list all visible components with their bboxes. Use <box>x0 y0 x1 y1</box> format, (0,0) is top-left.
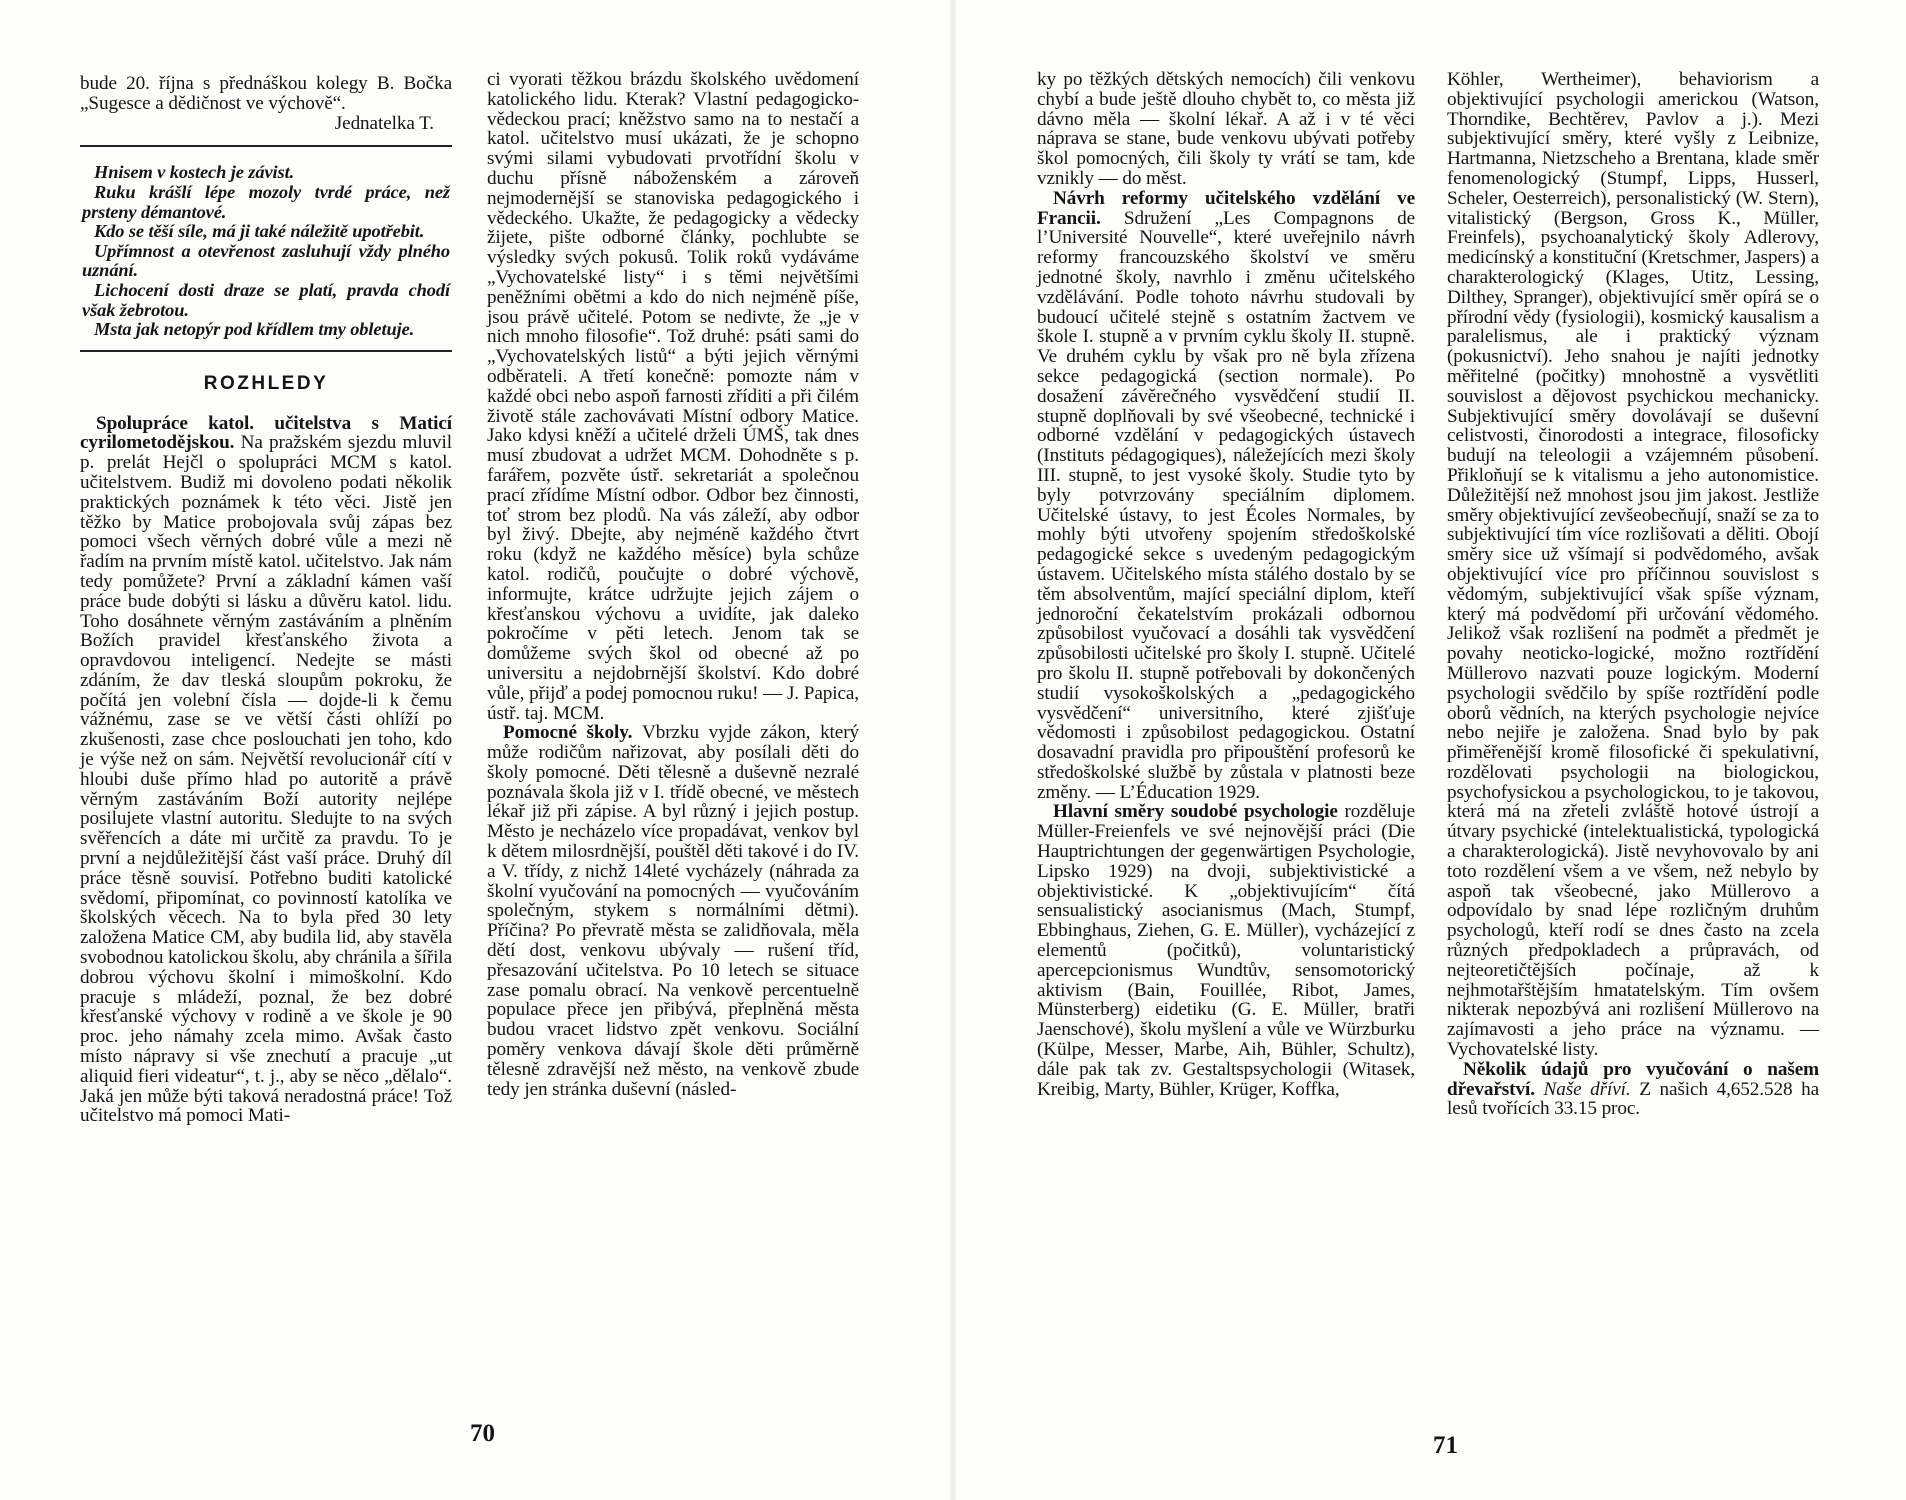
quote: Kdo se těší síle, má ji také náležitě upotřebit. <box>94 221 425 242</box>
divider-rule <box>80 350 452 352</box>
article-body: Z našich 4,652.528 ha lesů tvořících 33.15 proc. <box>1447 1078 1820 1120</box>
article-paragraph: ci vyorati těžkou brázdu školského uvědomení katolického lidu. Kterak? Vlastní pedagogicko-vědeckou prací; kněžstvo samo na to nestačí a katol. učitelstvo musí ukázati, že je schopno svými silami vybudovati prvotřídní školu v duchu přísně náboženském a zároveň nejmodernější se stanoviska pedagogického i vědeckého. Ukažte, že pedagogicky a vědecky žijete, pište odborné články, pochlubte se výsledky svých pokusů. Tolik roků vydáváme „Vychovatelské listy“ i s těmi největšími peněžními obětmi a kdo do nich nejméně píše, jsou právě učitelé. Potom se nedivte, že „je v nich mnoho filosofie“. Tož druhé: psáti sami do „Vychovatelských listů“ a býti jejich věrnými odběrateli. A třetí konečně: pomozte nám v každé obci nebo aspoň farnosti zříditi a při čilém životě stále zachovávati Místní odbory Matice. Jako kdysi kněží a učitelé drželi ÚMŠ, tak dnes musí zbudovat a udržet MCM. Dohodněte s p. farářem, pozvěte ústř. sekretariát a společnou prací zřídíme Místní odbor. Odbor bez činnosti, toť strom bez plodů. Na vás záleží, aby odbor byl živý. Dbejte, aby nejméně každého čtvrt roku (když ne každého měsíce) byla schůze katol. rodičů, poučujte o dobré výchově, informujte, krátce udržujte jejich zájem o křesťanskou výchovu a uvidíte, jak daleko pokročíme v pěti letech. Jenom tak se domůžeme svých škol od obecné až po universitu a nejdobrnější školství. Kdo dobré vůle, přijď a podej pomocnou ruku! — J. Papica, ústř. taj. MCM. <box>487 69 859 724</box>
article-emphasis: Naše dříví. <box>1543 1078 1640 1100</box>
quotes-block <box>80 163 452 339</box>
section-heading: ROZHLEDY <box>203 372 329 394</box>
quote: Msta jak netopýr pod křídlem tmy obletuje. <box>94 319 415 340</box>
article-title: Hlavní směry soudobé psychologie <box>1053 801 1345 823</box>
article-paragraph: ky po těžkých dětských nemocích) čili venkovu chybí a bude ještě dlouho chybět to, co města již dávno měla — školní lékař. A až i v té věci náprava se stane, bude venkovu ubývati potřeby škol pomocných, čili školy ty vrátí se tam, kde vznikly — do měst. <box>1037 69 1415 189</box>
article-body: rozděluje Müller-Freienfels ve své nejnovější práci (Die Hauptrichtungen der gegenwärtigen Psychologie, Lipsko 1929) na dvoji, subjektivistické a objektivistické. K „objektivujícím“ čítá sensualistický asocianismus (Mach, Stumpf, Ebbinghaus, Ziehen, G. E. Müller), vycházející z elementů (počitků), voluntaristický apercepcionismus Wundtův, sensomotorický aktivism (Bain, Fouillée, Ribot, James, Münsterberg) eidetiku (G. E. Müller, bratři Jaenschové), školu myšlení a vůle ve Würzburku (Külpe, Messer, Marbe, Aih, Bühler, Schultz), dále pak tak zv. Gestaltspsychologii (Witasek, Kreibig, Marty, Bühler, Krüger, Koffka, <box>1037 801 1415 1100</box>
left-page-column-2 <box>487 70 859 1099</box>
article-title: Návrh reformy učitelského vzdělání ve Francii. <box>1037 187 1415 229</box>
article-paragraph <box>1037 189 1415 803</box>
article-paragraph <box>1037 802 1415 1099</box>
article-paragraph <box>80 414 452 1127</box>
notice <box>80 74 452 133</box>
right-page-column-1 <box>1037 70 1415 1099</box>
right-page-column-2 <box>1447 70 1819 1119</box>
notice-signature: Jednatelka T. <box>334 112 434 134</box>
article-paragraph <box>487 723 859 1099</box>
quote: Hnisem v kostech je závist. <box>94 162 295 183</box>
quote: Ruku krášlí lépe mozoly tvrdé práce, než prsteny démantové. <box>82 181 450 222</box>
article-body: Sdružení „Les Compagnons de l’Université Nouvelle“, které uveřejnilo návrh reformy francouzského školství ve směru jednotné školy, navrhlo i změnu učitelského vzdělávání. Podle tohoto návrhu studovali by budoucí učitelé stejně s ostatním žactvem ve škole I. stupně a v prvním cyklu školy II. stupně. Ve druhém cyklu by však pro ně byla zřízena sekce pedagogická (section normale). Po dosažení závěrečného vysvědčení studií II. stupně doplňovali by své všeobecné, technické i odborné vzdělání v pedagogických ústavech (Instituts pédagogiques), náležejících mezi školy III. stupně, to jest vysoké školy. Studie tyto by byly potvrzovány speciálním diplomem. Učitelské ústavy, to jest Écoles Normales, by mohly býti utvořeny spojením středoškolské pedagogické sekce s uvedeným pedagogickým ústavem. Učitelského místa stálého dostalo by se těm absolventům, mající speciální diplom, kteří jednoroční čekatelstvím prokázali odbornou způsobilost vyučovací a dosáhli tak vysvědčení způsobilosti učitelské pro školy I. stupně. Učitelé pro školu II. stupně potřebovali by dokončených studií vysokoškolských a „pedagogického vysvědčení“ universitního, které zjišťuje vědomosti i způsobilost pedagogickou. Ostatní dosavadní pravidla pro připouštění profesorů ke středoškolské službě by zůstala v platnosti beze změny. — L’Éducation 1929. <box>1037 207 1415 803</box>
right-page <box>953 0 1906 1500</box>
article-body: Vbrzku vyjde zákon, který může rodičům nařizovat, aby posílali děti do školy pomocné. Děti tělesně a duševně nezralé poznávala škola již v I. třídě obecné, ve městech lékař již při zápise. A byl různý i jejich postup. Město je necházelo více propadávat, venkov byl k dětem milosrdnější, pouštěl děti takové i do IV. a V. třídy, z nichž 14leté vycházely (náhrada za školní vyučování na pomocných — vyučováním společným, stykem s normálními dětmi). Příčina? Po převratě města se zalidňovala, měla dětí dost, venkovu ubývaly — rušení tříd, přesazování učitelstva. Po 10 letech se situace zase pomalu obrací. Na venkově percentuelně populace přece jen přibývá, přeplněná města budou vracet lidstvo zpět venkovu. Sociální poměry venkova dávají škole děti průměrně tělesně zdravější než město, na venkově zbude tedy jen stránka duševní (násled- <box>487 722 859 1100</box>
left-page-column-1 <box>80 74 452 1126</box>
notice-text: bude 20. října s přednáškou kolegy B. Bočka „Sugesce a dědičnost ve výchově“. <box>80 73 452 114</box>
article-title: Spolupráce katol. učitelstva s Maticí cyrilometodějskou. <box>80 412 452 454</box>
page-number: 70 <box>470 1420 495 1447</box>
article-paragraph <box>1447 1060 1819 1119</box>
article-paragraph: Köhler, Wertheimer), behaviorism a objektivující psychologii americkou (Watson, Thorndike, Bechtěrev, Pavlov a j.). Mezi subjektivující směry, které vyšly z Leibnize, Hartmanna, Nietzscheho a Brentana, klade směr fenomenologický (Stumpf, Lipps, Husserl, Scheler, Oesterreich), personalistický (W. Stern), vitalistický (Bergson, Gross K., Müller, Freinfels), psychoanalytický školy Adlerovy, medicínský a konstituční (Kretschmer, Jaspers) a charakterologický (Klages, Utitz, Lessing, Dilthey, Spranger), objektivující směr opírá se o přírodní vědy (fysiologii), kosmický kausalism a paralelismus, ale i praktický význam (pokusnictví). Jeho snahou je najíti jednotky měřitelné (počitky) mnohostně a vysvětliti souvislost a dějovost psychickou mechanicky. Subjektivující směry dovolávají se duševní celistvosti, činorodosti a integrace, filosoficky budují na teleologii a vzájemném působení. Přikloňují se k vitalismu a jeho autonomistice. Důležitější než mnohost jsou jim jakost. Jestliže směry objektivující zevšeobecňují, snaží se za to subjektivující tím více rozlišovati a děliti. Obojí směry sice už všímají si podvědomého, avšak objektivující více pro příčinnou souvislost s vědomým, subjektivující však spíše význam, který má podvědomí při určování vědomého. Jelikož však rozlišení na podmět a předmět je povahy neoticko-logické, možno roztřídění Müllerovo nazvati pouze logickým. Moderní psychologii svědčilo by spíše roztřídění podle oborů vědních, na kterých psychologie nejvíce nebo nejiře je založena. Snad bylo by pak přiměřenější kromě filosofické či spekulativní, rozdělovati psychologii na biologickou, psychofysickou a psychologickou, to je takovou, která má na zřeteli zvláště hotové ústrojí a útvary psychické (intelektualistická, typologická a charakterologická). Jistě nevyhovovalo by ani toto rozdělení všem a ve všem, než nebylo by aspoň tak všeobecné, jako Müllerovo a odpovídalo by snad lépe rozličným druhům psychologů, kteří rodí se dnes často na zcela různých předpokladech a průpravách, od nejteoretičtějších počínaje, až k nejhmotařštějším hmatatelským. Tím ovšem nikterak nepozbývá ani rozlišení Müllerovo na zajímavosti a jeho práce na významu. — Vychovatelské listy. <box>1447 69 1819 1061</box>
quote: Lichocení dosti draze se platí, pravda chodí však žebrotou. <box>82 279 450 320</box>
article-title: Několik údajů pro vyučování o našem dřevařství. <box>1447 1058 1819 1100</box>
article-title: Pomocné školy. <box>503 722 643 744</box>
notice-signature-row <box>80 114 452 134</box>
page-number: 71 <box>1433 1432 1458 1459</box>
quote: Upřímnost a otevřenost zasluhují vždy plného uznání. <box>82 240 450 281</box>
article-body: Na pražském sjezdu mluvil p. prelát Hejčl o spolupráci MCM s katol. učitelstvem. Budiž mi dovoleno podati několik praktických poznámek k této věci. Jistě jen těžko by Matice probojovala svůj zápas bez pomoci všech věrných dobré vůle a mezi ně řadím na prvním místě katol. učitelstvo. Jak nám tedy pomůžete? První a základní kámen vaší práce bude dobýti si lásku a důvěru katol. lidu. Toho dosáhnete věrným zastáváním a plněním Božích pravidel křesťanského života a opravdovou inteligencí. Nedejte se másti zdáním, že dav tleská sloupům pokroku, že počítá jen volební čísla — dojde-li k čemu vážnému, zase se ve větší části ohlíží po zkušenosti, zase chce poslouchati jen toho, kdo je výše než on sám. Největší revolucionář cítí v hloubi duše přímo hlad po autoritě a právě věrným zastáváním Boží autority nejlépe posilujete vlastní autoritu. Sledujte to na svých svěřencích a dáte mi určitě za pravdu. To je první a nejdůležitější část vaší práce. Druhý díl práce těsně souvisí. Potřebno buditi katolické svědomí, připomínat, co povinností katolíka ve školských věcech. Na to byla před 30 lety založena Matice CM, aby budila lid, aby stavěla svobodnou katolickou školu, aby chránila a šířila dobrou výchovu školní i mimoškolní. Kdo pracuje s mládeží, poznal, že bez dobré křesťanské výchovy v rodině a ve škole je 90 proc. jeho námahy zcela mimo. Avšak často místo nápravy si vše znechutí a pracuje „ut aliquid fieri videatur“, t. j., aby se něco „dělalo“. Jaká jen může býti taková neradostná práce! Tož učitelstvo má pomoci Mati- <box>80 432 453 1127</box>
divider-rule <box>80 145 452 147</box>
